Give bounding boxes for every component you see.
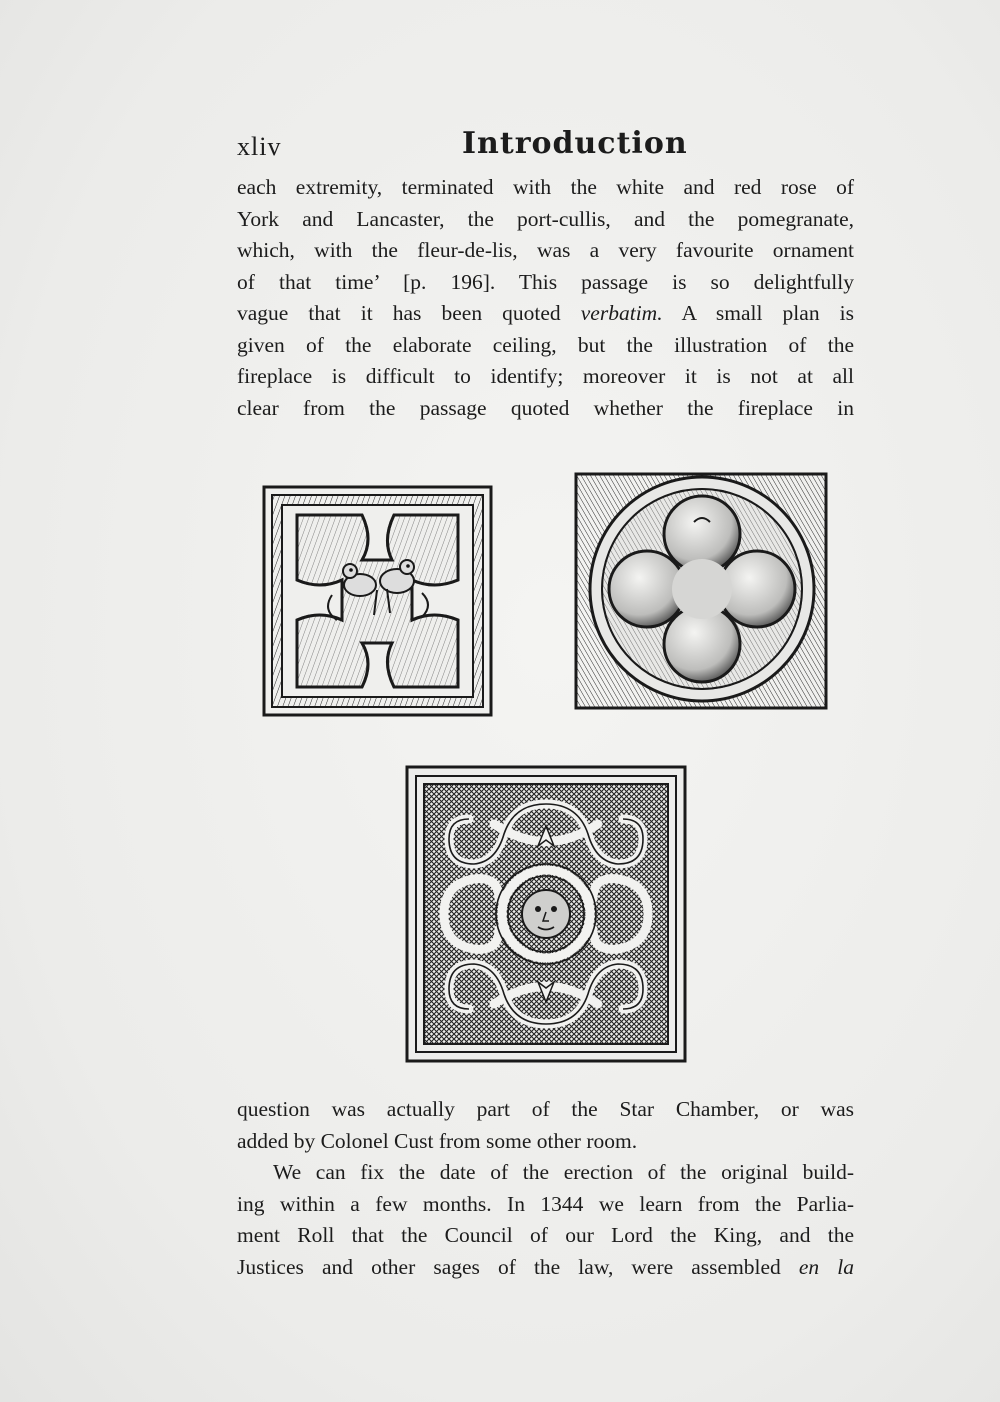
text-line: given of the elaborate ceiling, but the illustration of the (237, 332, 854, 357)
text-line: clear from the passage quoted whether the fireplace in (237, 395, 854, 420)
text-fragment: A small plan is (681, 301, 854, 325)
italic-term: en la (798, 1254, 854, 1279)
text-line: York and Lancaster, the port-cullis, and the pomegranate, (237, 206, 854, 231)
text-line: added by Colonel Cust from some other room. (237, 1128, 638, 1153)
bird-tile-illustration (262, 485, 493, 717)
text-fragment: vague that it has been quoted (237, 301, 561, 325)
lattice-tile-illustration (404, 764, 688, 1064)
text-line: which, with the fleur-de-lis, was a very favourite ornament (237, 238, 854, 262)
text-line: We can fix the date of the erection of the original build- (273, 1160, 854, 1184)
text-line: of that time’ [p. 196]. This passage is so delightfully (237, 269, 854, 294)
italic-term: verbatim. (580, 301, 663, 325)
quatrefoil-tile-illustration (572, 468, 832, 714)
text-line: ment Roll that the Council of our Lord the King, and the (237, 1223, 854, 1247)
text-fragment: Justices and other sages of the law, were assembled (237, 1254, 781, 1279)
page-number: xliv (237, 132, 282, 161)
text-line: each extremity, terminated with the white and red rose of (237, 175, 854, 199)
text-line-mixed (237, 298, 854, 330)
top-paragraph (237, 172, 854, 424)
text-line: question was actually part of the Star Chamber, or was (237, 1097, 854, 1121)
text-line: fireplace is difficult to identify; moreover it is not at all (237, 364, 854, 388)
running-title: Introduction (462, 126, 688, 161)
bottom-paragraph-1 (237, 1094, 854, 1157)
text-line: ing within a few months. In 1344 we learn from the Parlia- (237, 1191, 854, 1216)
bottom-paragraph-2 (237, 1157, 854, 1283)
text-line-mixed (237, 1252, 854, 1284)
page-header (237, 126, 857, 166)
